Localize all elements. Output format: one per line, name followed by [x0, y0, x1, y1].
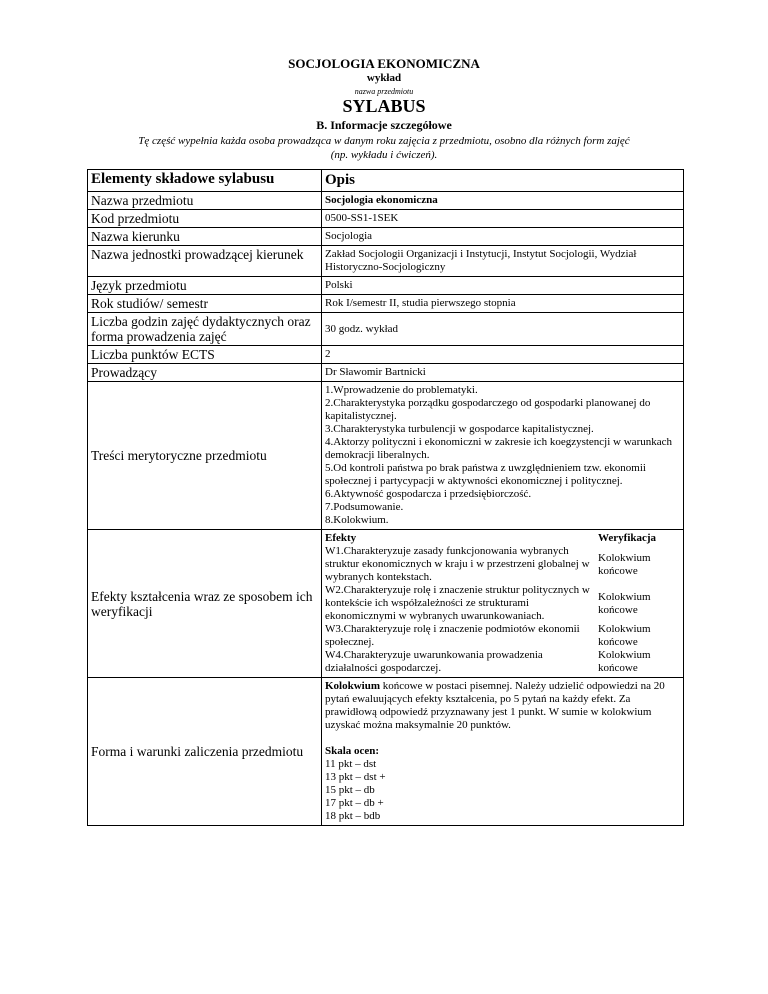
- content-item: 1.Wprowadzenie do problematyki.: [325, 384, 478, 396]
- effects-col-header: Efekty: [325, 532, 357, 544]
- table-row: [88, 364, 684, 382]
- syllabus-heading: SYLABUS: [342, 96, 426, 116]
- header-elements: Elementy składowe sylabusu: [88, 170, 322, 192]
- effect-row: [325, 584, 680, 623]
- row-label: Nazwa kierunku: [88, 228, 322, 246]
- effects-table: [325, 532, 680, 675]
- effects-row: [88, 530, 684, 678]
- content-row: [88, 382, 684, 530]
- assessment-text: końcowe w postaci pisemnej. Należy udzielić odpowiedzi na 20 pytań ewaluujących efekty kształcenia, po 5 pytań na każdy efekt. Za prawidłową odpowiedź przyznawany jest 1 punkt. W sumie w kolokwium uzyskać można maksymalnie 20 punktów.: [325, 680, 665, 731]
- instruction-note: [70, 134, 698, 162]
- row-label: Liczba godzin zajęć dydaktycznych oraz forma prowadzenia zajęć: [88, 313, 322, 346]
- assessment-row: [88, 678, 684, 826]
- table-row: [88, 295, 684, 313]
- table-row: [88, 192, 684, 210]
- row-label: Język przedmiotu: [88, 277, 322, 295]
- effect-text: W1.Charakteryzuje zasady funkcjonowania wybranych struktur ekonomicznych w kraju i w przestrzeni globalnej w wybranych kontekstach.: [325, 545, 590, 583]
- row-label: Liczba punktów ECTS: [88, 346, 322, 364]
- assessment-label: Forma i warunki zaliczenia przedmiotu: [88, 678, 322, 826]
- table-row: [88, 346, 684, 364]
- effects-label: Efekty kształcenia wraz ze sposobem ich weryfikacji: [88, 530, 322, 678]
- grading-scale-title: Skala ocen:: [325, 745, 380, 757]
- grading-scale-item: 18 pkt – bdb: [325, 810, 381, 822]
- table-row: [88, 228, 684, 246]
- content-item: 3.Charakterystyka turbulencji w gospodarce kapitalistycznej.: [325, 423, 594, 435]
- row-value: Zakład Socjologii Organizacji i Instytucji, Instytut Socjologii, Wydział Historyczno-Socjologiczny: [322, 246, 684, 277]
- content-item: 7.Podsumowanie.: [325, 501, 404, 513]
- table-header-row: [88, 170, 684, 192]
- effect-verification: Kolokwium końcowe: [598, 623, 651, 648]
- header-description: Opis: [322, 170, 684, 192]
- course-form: wykład: [366, 72, 402, 84]
- grading-scale-item: 13 pkt – dst +: [325, 771, 386, 783]
- effect-text: W3.Charakteryzuje rolę i znaczenie podmiotów ekonomii społecznej.: [325, 623, 580, 648]
- content-item: 8.Kolokwium.: [325, 514, 389, 526]
- content-label: Treści merytoryczne przedmiotu: [88, 382, 322, 530]
- content-item: 4.Aktorzy polityczni i ekonomiczni w zakresie ich koegzystencji w warunkach demokracji liberalnych.: [325, 436, 672, 461]
- assessment-description: [325, 680, 680, 732]
- row-value: Polski: [322, 277, 684, 295]
- effect-verification: Kolokwium końcowe: [598, 649, 651, 674]
- effect-row: [325, 649, 680, 675]
- effect-verification: Kolokwium końcowe: [598, 590, 651, 616]
- row-value: Dr Sławomir Bartnicki: [322, 364, 684, 382]
- row-value: Rok I/semestr II, studia pierwszego stopnia: [322, 295, 684, 313]
- row-label: Prowadzący: [88, 364, 322, 382]
- row-value: 2: [322, 346, 684, 364]
- content-item: 2.Charakterystyka porządku gospodarczego od gospodarki planowanej do kapitalistycznej.: [325, 397, 651, 422]
- table-row: [88, 277, 684, 295]
- content-list: [322, 382, 684, 530]
- assessment-cell: [322, 678, 684, 826]
- grading-scale-item: 11 pkt – dst: [325, 758, 377, 770]
- row-value: Socjologia: [322, 228, 684, 246]
- syllabus-table: [87, 169, 684, 826]
- instruction-note-line2: (np. wykładu i ćwiczeń).: [330, 149, 438, 161]
- assessment-bold-word: Kolokwium: [325, 680, 381, 692]
- verification-col-header: Weryfikacja: [598, 532, 657, 544]
- row-value: 0500-SS1-1SEK: [322, 210, 684, 228]
- table-row: [88, 246, 684, 277]
- row-label: Rok studiów/ semestr: [88, 295, 322, 313]
- grading-scale-item: 17 pkt – db +: [325, 797, 384, 809]
- table-row: [88, 210, 684, 228]
- row-label: Kod przedmiotu: [88, 210, 322, 228]
- document-title: SOCJOLOGIA EKONOMICZNA: [288, 56, 480, 71]
- instruction-note-line1: Tę część wypełnia każda osoba prowadząca w danym roku zajęcia z przedmiotu, osobno dla różnych form zajęć: [138, 135, 630, 147]
- content-item: 5.Od kontroli państwa po brak państwa z uwzględnieniem tzw. ekonomii społecznej i partycypacji w aktywności ekonomicznej i politycznej.: [325, 462, 646, 487]
- section-heading: B. Informacje szczegółowe: [316, 118, 452, 132]
- row-value: 30 godz. wykład: [322, 313, 684, 346]
- effect-text: W4.Charakteryzuje uwarunkowania prowadzenia działalności gospodarczej.: [325, 649, 543, 674]
- course-label: nazwa przedmiotu: [354, 87, 414, 96]
- effects-cell: [322, 530, 684, 678]
- table-row: [88, 313, 684, 346]
- effect-row: [325, 545, 680, 584]
- row-value: Socjologia ekonomiczna: [322, 192, 684, 210]
- grading-scale-item: 15 pkt – db: [325, 784, 375, 796]
- row-label: Nazwa przedmiotu: [88, 192, 322, 210]
- content-item: 6.Aktywność gospodarcza i przedsiębiorczość.: [325, 488, 532, 500]
- effect-text: W2.Charakteryzuje rolę i znaczenie struktur politycznych w kontekście ich współzależności ze strukturami ekonomicznymi w wybranych uwarunkowaniach.: [325, 584, 590, 622]
- effect-verification: Kolokwium końcowe: [598, 551, 651, 577]
- row-label: Nazwa jednostki prowadzącej kierunek: [88, 246, 322, 277]
- effect-row: [325, 623, 680, 649]
